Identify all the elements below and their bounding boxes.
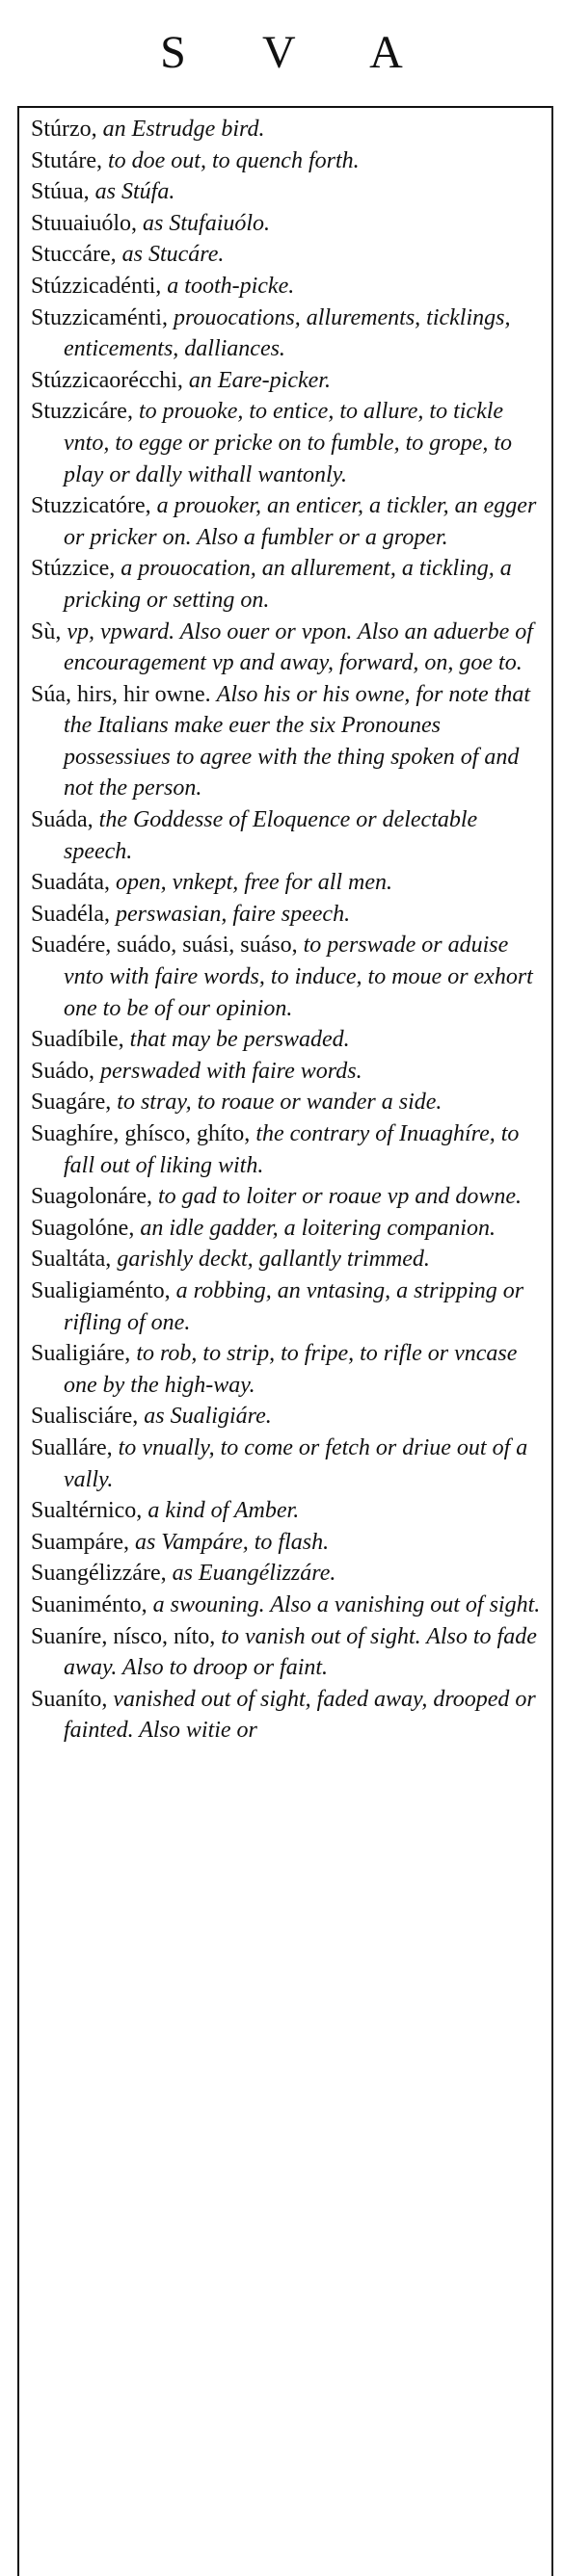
entry-headword: Suaniménto, [31, 1591, 147, 1617]
entry-headword: Sualigiaménto, [31, 1277, 171, 1303]
entry-definition: to doe out, to quench forth. [107, 147, 360, 173]
entry-definition: as Stufaiuólo. [143, 210, 271, 236]
dictionary-entry [31, 1558, 544, 1590]
entry-definition: to perswade or aduise vnto with faire words, to induce, to moue or exhort one to be of our opinion. [64, 933, 533, 1021]
entry-headword: Sualtérnico, [31, 1498, 143, 1524]
entry-definition: to vanish out of sight. Also to fade away. Also to droop or faint. [64, 1623, 537, 1681]
entry-headword: Suagolóne, [31, 1215, 135, 1241]
left-column-rule [17, 106, 19, 2576]
dictionary-entry [31, 176, 544, 208]
entry-headword: Suadáta, [31, 870, 110, 896]
entry-headword: Stúzzicaorécchi, [31, 367, 183, 393]
entry-headword: Suangélizzáre, [31, 1561, 167, 1587]
entry-headword: Stuzzicatóre, [31, 493, 151, 519]
entry-definition: to gad to loiter or roaue vp and downe. [157, 1184, 523, 1210]
dictionary-entry [31, 804, 544, 867]
entry-definition: an Eare-picker. [188, 367, 331, 393]
entry-headword: Suádo, [31, 1058, 94, 1084]
dictionary-entry [31, 208, 544, 240]
entry-headword: Stúua, [31, 179, 90, 205]
entry-definition: as Vampáre, to flash. [134, 1529, 330, 1555]
entry-headword: Stutáre, [31, 147, 102, 173]
dictionary-entry [31, 1527, 544, 1559]
dictionary-entry [31, 271, 544, 302]
dictionary-entry [31, 114, 544, 145]
entry-definition: vanished out of sight, faded away, drooped or fainted. Also witie or [64, 1686, 536, 1744]
entry-headword: Suaníre, nísco, níto, [31, 1623, 216, 1649]
dictionary-entry [31, 1401, 544, 1433]
dictionary-entry [31, 679, 544, 804]
entry-headword: Suadíbile, [31, 1027, 124, 1053]
entry-definition: an Estrudge bird. [102, 117, 265, 142]
entry-headword: Sualláre, [31, 1434, 113, 1460]
entry-headword: Stúzzicadénti, [31, 273, 162, 299]
dictionary-entry [31, 1213, 544, 1245]
dictionary-entry [31, 1181, 544, 1213]
entry-definition: to rob, to strip, to fripe, to rifle or vncase one by the high-way. [64, 1341, 518, 1398]
entry-definition: to stray, to roaue or wander a side. [117, 1090, 442, 1116]
running-head: S V A [160, 26, 436, 78]
right-column-rule [551, 106, 553, 2576]
dictionary-entry [31, 617, 544, 679]
entry-headword: Suampáre, [31, 1529, 129, 1555]
dictionary-entry [31, 145, 544, 177]
entry-headword: Suagáre, [31, 1090, 112, 1116]
entry-definition: open, vnkept, free for all men. [115, 870, 393, 896]
dictionary-entry [31, 1338, 544, 1401]
entry-definition: the Goddesse of Eloquence or delectable speech. [64, 807, 478, 864]
dictionary-entry [31, 1684, 544, 1747]
entry-definition: to vnually, to come or fetch or driue out of a vally. [64, 1434, 528, 1492]
entry-headword: Suadéla, [31, 901, 110, 927]
entry-definition: an idle gadder, a loitering companion. [140, 1215, 496, 1241]
dictionary-entry [31, 365, 544, 397]
entry-definition: garishly deckt, gallantly trimmed. [117, 1247, 430, 1273]
entry-definition: a robbing, an vntasing, a stripping or rifling of one. [64, 1277, 524, 1335]
dictionary-entry [31, 1087, 544, 1118]
dictionary-entry [31, 302, 544, 365]
dictionary-entry [31, 930, 544, 1024]
entry-headword: Suadére, suádo, suási, suáso, [31, 933, 298, 959]
entry-headword: Suagolonáre, [31, 1184, 152, 1210]
entry-definition: as Stucáre. [121, 242, 225, 268]
entry-definition: Also his or his owne, for note that the Italians make euer the six Pronounes possessiues to agree with the thing spoken of and not the person. [64, 681, 531, 802]
entry-definition: a tooth-picke. [167, 273, 295, 299]
top-rule [17, 106, 553, 108]
dictionary-entry [31, 1495, 544, 1527]
entry-headword: Stúzzice, [31, 556, 116, 582]
entry-headword: Sù, [31, 618, 62, 644]
dictionary-entry [31, 1590, 544, 1621]
entry-definition: a swouning. Also a vanishing out of sight. [152, 1591, 541, 1617]
entry-headword: Stuccáre, [31, 242, 117, 268]
dictionary-entry [31, 396, 544, 490]
dictionary-entry [31, 1621, 544, 1684]
dictionary-entry [31, 1118, 544, 1181]
entry-definition: that may be perswaded. [129, 1027, 350, 1053]
entry-headword: Sualigiáre, [31, 1341, 131, 1367]
entry-definition: perswasian, faire speech. [115, 901, 351, 927]
entry-headword: Súa, hirs, hir owne. [31, 681, 211, 707]
entry-column [31, 114, 544, 1747]
entry-definition: a kind of Amber. [147, 1498, 300, 1524]
dictionary-entry [31, 239, 544, 271]
dictionary-entry [31, 1433, 544, 1495]
dictionary-entry [31, 490, 544, 553]
entry-headword: Stúrzo, [31, 117, 97, 142]
dictionary-entry [31, 1244, 544, 1275]
entry-definition: the contrary of Inuaghíre, to fall out of liking with. [64, 1121, 520, 1178]
entry-definition: as Sualigiáre. [144, 1404, 272, 1430]
entry-definition: a prouoker, an enticer, a tickler, an egger or pricker on. Also a fumbler or a groper. [64, 493, 537, 550]
entry-headword: Sualisciáre, [31, 1404, 139, 1430]
entry-definition: to prouoke, to entice, to allure, to tickle vnto, to egge or pricke on to fumble, to grope, to play or dally withall wantonly. [64, 399, 513, 487]
dictionary-entry [31, 1024, 544, 1056]
dictionary-entry [31, 867, 544, 899]
entry-headword: Stuzzicaménti, [31, 304, 168, 330]
entry-definition: as Euangélizzáre. [172, 1561, 336, 1587]
dictionary-entry [31, 1275, 544, 1338]
entry-headword: Suaníto, [31, 1686, 108, 1712]
entry-headword: Stuzzicáre, [31, 399, 133, 425]
entry-headword: Stuuaiuólo, [31, 210, 138, 236]
entry-definition: perswaded with faire words. [100, 1058, 362, 1084]
entry-headword: Suáda, [31, 807, 94, 833]
dictionary-entry [31, 553, 544, 616]
dictionary-entry [31, 1056, 544, 1088]
entry-headword: Sualtáta, [31, 1247, 112, 1273]
entry-headword: Suaghíre, ghísco, ghíto, [31, 1121, 251, 1146]
page-header [0, 0, 563, 104]
dictionary-entry [31, 899, 544, 931]
entry-definition: vp, vpward. Also ouer or vpon. Also an aduerbe of encouragement vp and away, forward, on, goe to. [64, 618, 533, 676]
entry-definition: prouocations, allurements, ticklings, enticements, dalliances. [64, 304, 511, 362]
entry-definition: a prouocation, an allurement, a tickling, a pricking or setting on. [64, 556, 512, 613]
entry-definition: as Stúfa. [94, 179, 175, 205]
